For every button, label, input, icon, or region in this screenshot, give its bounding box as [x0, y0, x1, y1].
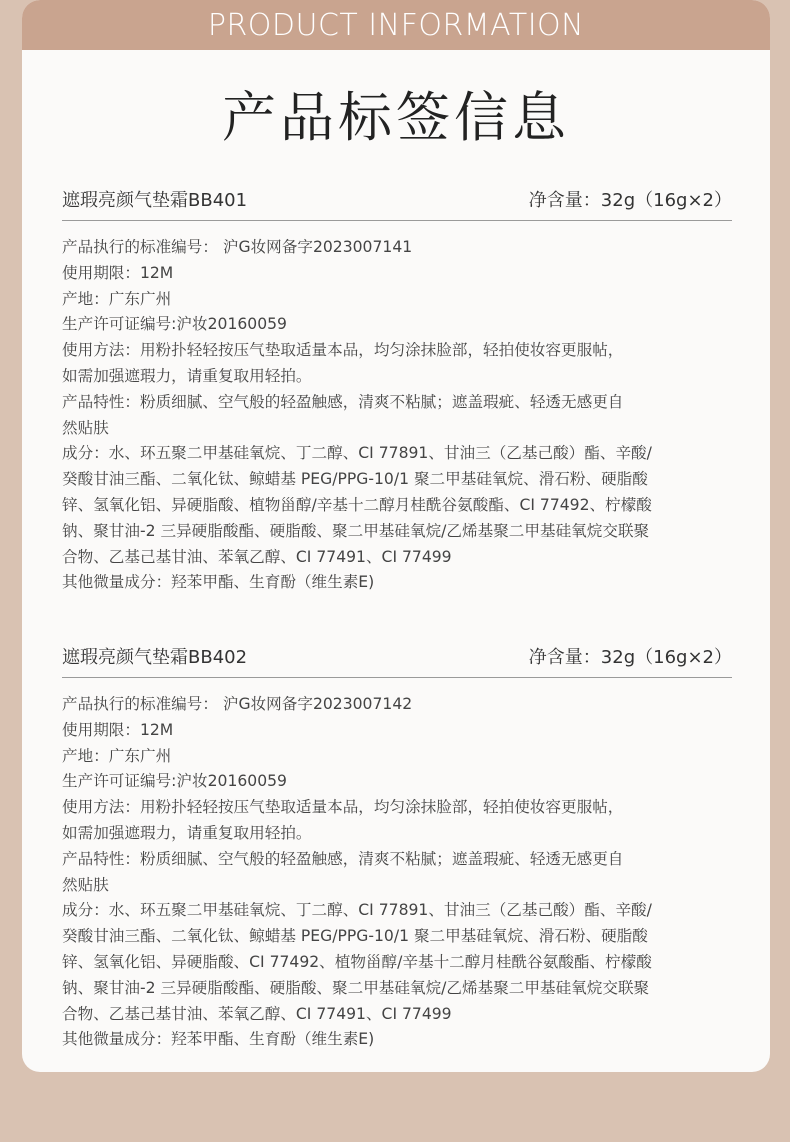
- info-row: 使用方法：用粉扑轻轻按压气垫取适量本品，均匀涂抹脸部，轻拍使妆容更服帖，: [62, 341, 624, 360]
- info-row: 钠、聚甘油-2 三异硬脂酸酯、硬脂酸、聚二甲基硅氧烷/乙烯基聚二甲基硅氧烷交联聚: [62, 978, 650, 997]
- info-row: 如需加强遮瑕力，请重复取用轻拍。: [62, 366, 312, 385]
- product-name: 遮瑕亮颜气垫霜BB401: [62, 190, 248, 211]
- net-content: 净含量：32g（16g×2）: [528, 647, 732, 668]
- info-row: 癸酸甘油三酯、二氧化钛、鲸蜡基 PEG/PPG-10/1 聚二甲基硅氧烷、滑石粉、硬脂酸: [62, 927, 648, 946]
- info-rows: [62, 692, 732, 1053]
- info-row: 合物、乙基己基甘油、苯氧乙醇、CI 77491、CI 77499: [62, 547, 452, 566]
- info-row: 生产许可证编号:沪妆20160059: [62, 772, 287, 791]
- info-row: 使用期限：12M: [62, 263, 174, 282]
- info-row: 癸酸甘油三酯、二氧化钛、鲸蜡基 PEG/PPG-10/1 聚二甲基硅氧烷、滑石粉、硬脂酸: [62, 470, 648, 489]
- info-row: 合物、乙基己基甘油、苯氧乙醇、CI 77491、CI 77499: [62, 1004, 452, 1023]
- info-row: 生产许可证编号:沪妆20160059: [62, 315, 287, 334]
- info-row: 产品特性：粉质细腻、空气般的轻盈触感，清爽不粘腻；遮盖瑕疵、轻透无感更自: [62, 392, 624, 411]
- info-row: 产品特性：粉质细腻、空气般的轻盈触感，清爽不粘腻；遮盖瑕疵、轻透无感更自: [62, 849, 624, 868]
- info-row: 然贴肤: [62, 418, 109, 437]
- info-row: 产地：广东广州: [62, 289, 172, 308]
- info-card: [22, 0, 770, 1072]
- banner: PRODUCT INFORMATION: [22, 0, 770, 50]
- info-row: 如需加强遮瑕力，请重复取用轻拍。: [62, 823, 312, 842]
- info-row: 锌、氢氧化铝、异硬脂酸、CI 77492、植物甾醇/辛基十二醇月桂酰谷氨酸酯、柠檬酸: [62, 952, 652, 971]
- info-row: 钠、聚甘油-2 三异硬脂酸酯、硬脂酸、聚二甲基硅氧烷/乙烯基聚二甲基硅氧烷交联聚: [62, 521, 650, 540]
- divider: [62, 220, 732, 221]
- product-name: 遮瑕亮颜气垫霜BB402: [62, 647, 248, 668]
- product-header: [62, 641, 732, 669]
- info-row: 产品执行的标准编号： 沪G妆网备字2023007142: [62, 695, 413, 713]
- product-section-bb402: [62, 641, 732, 1053]
- info-row: 其他微量成分：羟苯甲酯、生育酚（维生素E): [62, 573, 375, 592]
- product-header: [62, 184, 732, 212]
- info-row: 使用方法：用粉扑轻轻按压气垫取适量本品，均匀涂抹脸部，轻拍使妆容更服帖，: [62, 798, 624, 817]
- net-content: 净含量：32g（16g×2）: [528, 190, 732, 211]
- info-row: 锌、氢氧化铝、异硬脂酸、植物甾醇/辛基十二醇月桂酰谷氨酸酯、CI 77492、柠檬酸: [62, 495, 652, 514]
- product-section-bb401: [62, 184, 732, 596]
- info-row: 产地：广东广州: [62, 746, 172, 765]
- info-row: 其他微量成分：羟苯甲酯、生育酚（维生素E): [62, 1030, 375, 1049]
- info-row: 成分：水、环五聚二甲基硅氧烷、丁二醇、CI 77891、甘油三（乙基己酸）酯、辛酸/: [62, 901, 652, 920]
- divider: [62, 677, 732, 678]
- info-row: 然贴肤: [62, 875, 109, 894]
- info-row: 成分：水、环五聚二甲基硅氧烷、丁二醇、CI 77891、甘油三（乙基己酸）酯、辛酸/: [62, 444, 652, 463]
- info-row: 产品执行的标准编号： 沪G妆网备字2023007141: [62, 238, 413, 256]
- info-rows: [62, 235, 732, 596]
- info-row: 使用期限：12M: [62, 720, 174, 739]
- page-title: 产品标签信息: [222, 86, 570, 149]
